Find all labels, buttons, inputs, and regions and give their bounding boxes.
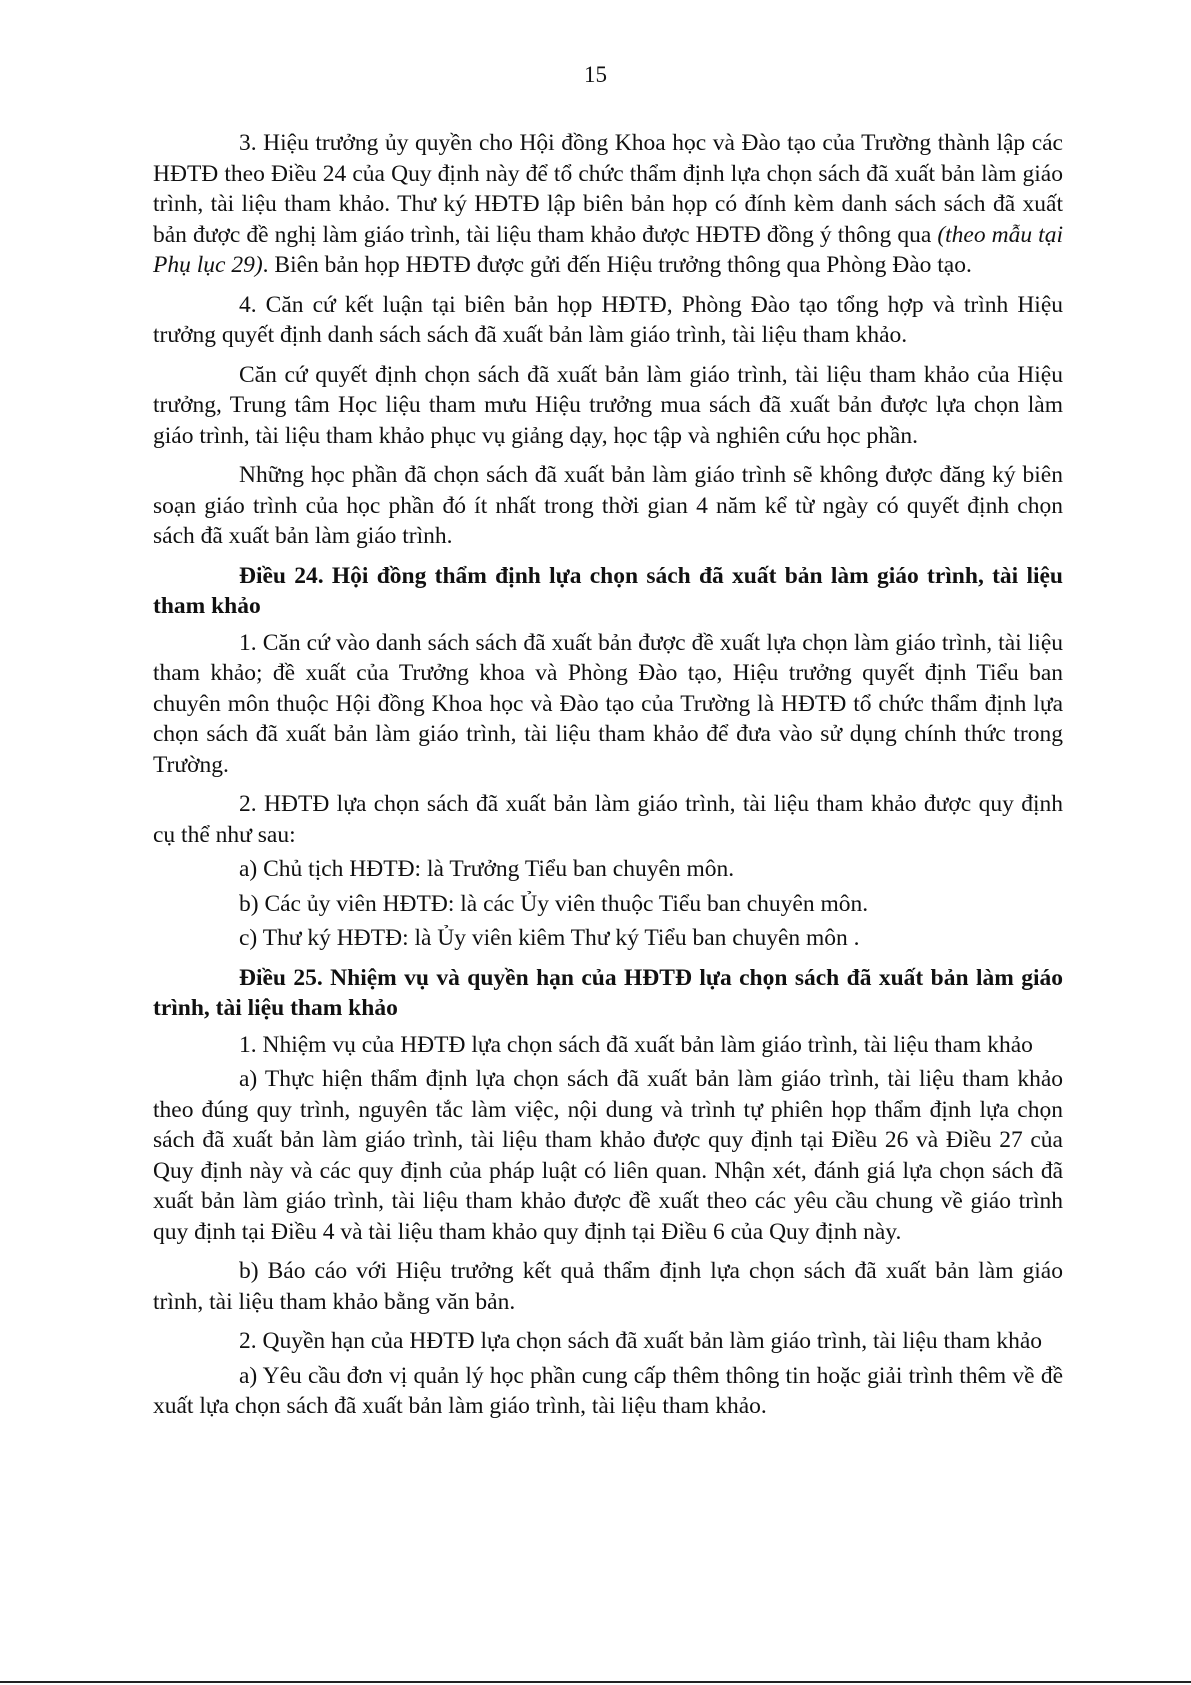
article-25-clause-2-item-a: a) Yêu cầu đơn vị quản lý học phần cung cấp thêm thông tin hoặc giải trình thêm về đề xuất lựa chọn sách đã xuất bản làm giáo trình, tài liệu tham khảo. <box>153 1362 1063 1419</box>
paragraph-purchase: Căn cứ quyết định chọn sách đã xuất bản làm giáo trình, tài liệu tham khảo của Hiệu trưởng, Trung tâm Học liệu tham mưu Hiệu trưởng mua sách đã xuất bản được lựa chọn làm giáo trình, tài liệu tham khảo phục vụ giảng dạy, học tập và nghiên cứu học phần. <box>153 361 1063 449</box>
article-24-item-c: c) Thư ký HĐTĐ: là Ủy viên kiêm Thư ký Tiểu ban chuyên môn . <box>239 925 860 951</box>
paragraph-text: . Biên bản họp HĐTĐ được gửi đến Hiệu trưởng thông qua Phòng Đào tạo. <box>262 252 972 278</box>
page-number: 15 <box>584 62 607 87</box>
bottom-divider <box>0 1681 1191 1683</box>
article-25-heading: Điều 25. Nhiệm vụ và quyền hạn của HĐTĐ lựa chọn sách đã xuất bản làm giáo trình, tài liệu tham khảo <box>153 964 1063 1021</box>
paragraph-3-delegation <box>153 128 1063 281</box>
paragraph-4-decision: 4. Căn cứ kết luận tại biên bản họp HĐTĐ, Phòng Đào tạo tổng hợp và trình Hiệu trưởng quyết định danh sách sách đã xuất bản làm giáo trình, tài liệu tham khảo. <box>153 291 1063 348</box>
article-25-clause-1: 1. Nhiệm vụ của HĐTĐ lựa chọn sách đã xuất bản làm giáo trình, tài liệu tham khảo <box>239 1031 1033 1058</box>
article-24-heading: Điều 24. Hội đồng thẩm định lựa chọn sách đã xuất bản làm giáo trình, tài liệu tham khảo <box>153 562 1063 619</box>
article-24-item-b: b) Các ủy viên HĐTĐ: là các Ủy viên thuộc Tiểu ban chuyên môn. <box>239 890 869 917</box>
article-24-item-a: a) Chủ tịch HĐTĐ: là Trưởng Tiểu ban chuyên môn. <box>239 856 735 882</box>
paragraph-restriction: Những học phần đã chọn sách đã xuất bản làm giáo trình sẽ không được đăng ký biên soạn giáo trình của học phần đó ít nhất trong thời gian 4 năm kể từ ngày có quyết định chọn sách đã xuất bản làm giáo trình. <box>153 462 1063 549</box>
article-25-clause-2: 2. Quyền hạn của HĐTĐ lựa chọn sách đã xuất bản làm giáo trình, tài liệu tham khảo <box>239 1328 1043 1354</box>
article-25-clause-1-item-b: b) Báo cáo với Hiệu trưởng kết quả thẩm định lựa chọn sách đã xuất bản làm giáo trình, tài liệu tham khảo bằng văn bản. <box>153 1258 1063 1315</box>
document-body <box>153 128 1063 1431</box>
article-25-clause-1-item-a: a) Thực hiện thẩm định lựa chọn sách đã xuất bản làm giáo trình, tài liệu tham khảo theo đúng quy trình, nguyên tắc làm việc, nội dung và trình tự phiên họp thẩm định lựa chọn sách đã xuất bản làm giáo trình, tài liệu tham khảo được quy định tại Điều 26 và Điều 27 của Quy định này và các quy định của pháp luật có liên quan. Nhận xét, đánh giá lựa chọn sách đã xuất bản làm giáo trình, tài liệu tham khảo được đề xuất theo các yêu cầu chung về giáo trình quy định tại Điều 4 và tài liệu tham khảo quy định tại Điều 6 của Quy định này. <box>153 1066 1063 1245</box>
paragraph-text: 3. Hiệu trưởng ủy quyền cho Hội đồng Khoa học và Đào tạo của Trường thành lập các HĐTĐ theo Điều 24 của Quy định này để tổ chức thẩm định lựa chọn sách đã xuất bản làm giáo trình, tài liệu tham khảo. Thư ký HĐTĐ lập biên bản họp có đính kèm danh sách sách đã xuất bản được đề nghị làm giáo trình, tài liệu tham khảo được HĐTĐ đồng ý thông qua <box>153 130 1063 248</box>
article-24-clause-1: 1. Căn cứ vào danh sách sách đã xuất bản được đề xuất lựa chọn làm giáo trình, tài liệu tham khảo; đề xuất của Trưởng khoa và Phòng Đào tạo, Hiệu trưởng quyết định Tiểu ban chuyên môn thuộc Hội đồng Khoa học và Đào tạo của Trường là HĐTĐ tổ chức thẩm định lựa chọn sách đã xuất bản làm giáo trình, tài liệu tham khảo để đưa vào sử dụng chính thức trong Trường. <box>153 629 1063 778</box>
article-24-clause-2: 2. HĐTĐ lựa chọn sách đã xuất bản làm giáo trình, tài liệu tham khảo được quy định cụ thể như sau: <box>153 791 1063 848</box>
appendix-reference: (theo mẫu tại Phụ lục 29) <box>153 221 1063 278</box>
